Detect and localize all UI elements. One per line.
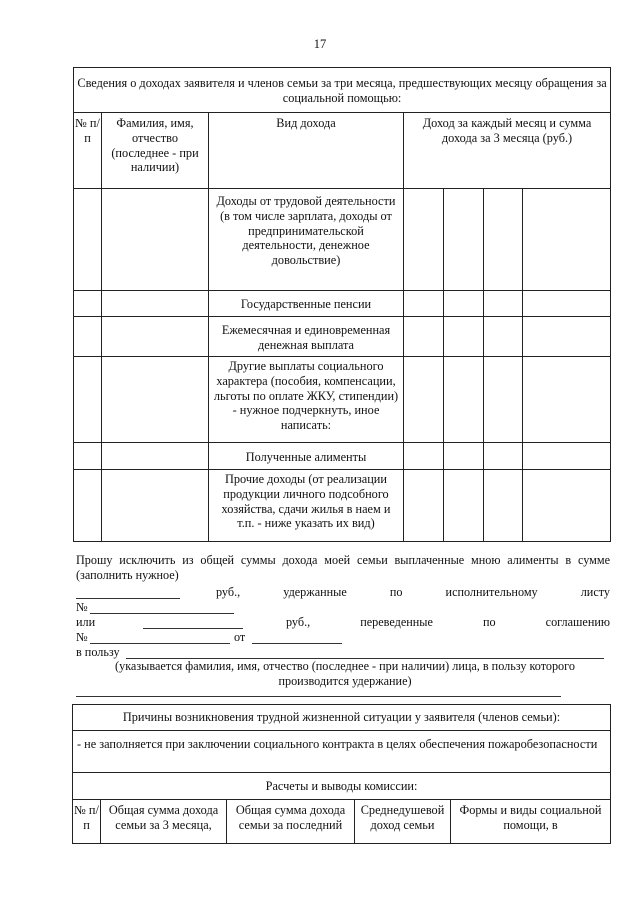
cell-number[interactable] (74, 317, 102, 357)
cell-name[interactable] (102, 470, 209, 542)
cell-month-1[interactable] (404, 443, 444, 470)
reasons-text[interactable]: - не заполняется при заключении социального контракта в целях обеспечения пожаробезопасности (73, 731, 611, 773)
col-header-number: № п/п (74, 113, 102, 189)
cell-number[interactable] (74, 357, 102, 443)
number-label: № (76, 630, 88, 644)
cell-name[interactable] (102, 443, 209, 470)
col-header-number: № п/п (73, 800, 101, 844)
cell-month-3[interactable] (484, 357, 523, 443)
cell-month-2[interactable] (444, 291, 484, 317)
cell-month-2[interactable] (444, 470, 484, 542)
col-header-monthly-income: Доход за каждый месяц и сумма дохода за 3 месяца (руб.) (404, 113, 611, 189)
cell-name[interactable] (102, 357, 209, 443)
calc-title: Расчеты и выводы комиссии: (73, 773, 611, 800)
alimony-note: (указывается фамилия, имя, отчество (последнее - при наличии) лица, в пользу которого производится удержание) (115, 659, 575, 688)
reasons-title: Причины возникновения трудной жизненной ситуации у заявителя (членов семьи): (73, 705, 611, 731)
cell-month-1[interactable] (404, 291, 444, 317)
income-type-label: Прочие доходы (от реализации продукции личного подсобного хозяйства, сдачи жилья в наем и т.п. - ниже указать их вид) (209, 470, 404, 542)
income-type-label: Ежемесячная и единовременная денежная выплата (209, 317, 404, 357)
from-label: от (234, 630, 246, 644)
col-header-assistance-forms: Формы и виды социальной помощи, в (451, 800, 611, 844)
number-label: № (76, 600, 88, 614)
income-type-label: Полученные алименты (209, 443, 404, 470)
income-type-label: Государственные пенсии (209, 291, 404, 317)
cell-name[interactable] (102, 291, 209, 317)
cell-month-2[interactable] (444, 189, 484, 291)
income-type-label: Другие выплаты социального характера (пособия, компенсации, льготы по оплате ЖКУ, стипендии) - нужное подчеркнуть, иное написать: (209, 357, 404, 443)
cell-month-2[interactable] (444, 317, 484, 357)
income-table (73, 67, 611, 542)
col-header-total-3-months: Общая сумма дохода семьи за 3 месяца, (101, 800, 227, 844)
or-label: или (76, 615, 96, 629)
cell-total[interactable] (523, 470, 611, 542)
agreement-number-field[interactable] (90, 643, 230, 644)
cell-number[interactable] (74, 189, 102, 291)
in-favor-label: в пользу (76, 645, 120, 659)
writ-number-field[interactable] (90, 613, 234, 614)
holder-field[interactable] (76, 696, 561, 697)
cell-month-3[interactable] (484, 470, 523, 542)
cell-month-3[interactable] (484, 443, 523, 470)
cell-month-3[interactable] (484, 317, 523, 357)
cell-total[interactable] (523, 317, 611, 357)
income-type-label: Доходы от трудовой деятельности (в том числе зарплата, доходы от предпринимательской деятельности, денежное довольствие) (209, 189, 404, 291)
alimony-intro: Прошу исключить из общей суммы дохода моей семьи выплаченные мною алименты в сумме (заполнить нужное) (76, 553, 610, 582)
amount-field[interactable] (76, 598, 180, 599)
cell-month-3[interactable] (484, 189, 523, 291)
cell-month-1[interactable] (404, 357, 444, 443)
cell-total[interactable] (523, 443, 611, 470)
alimony-line-1: руб., удержанные по исполнительному листу (216, 585, 610, 599)
col-header-per-capita: Среднедушевой доход семьи (355, 800, 451, 844)
cell-total[interactable] (523, 291, 611, 317)
income-table-title: Сведения о доходах заявителя и членов семьи за три месяца, предшествующих месяцу обращения за социальной помощью: (74, 68, 611, 113)
col-header-total-last: Общая сумма дохода семьи за последний (227, 800, 355, 844)
cell-month-1[interactable] (404, 470, 444, 542)
page-number: 17 (313, 37, 327, 51)
cell-number[interactable] (74, 443, 102, 470)
commission-table (72, 704, 611, 844)
cell-month-1[interactable] (404, 189, 444, 291)
alimony-line-3: руб., переведенные по соглашению (286, 615, 610, 629)
amount-field-2[interactable] (143, 628, 243, 629)
cell-number[interactable] (74, 291, 102, 317)
cell-month-2[interactable] (444, 357, 484, 443)
cell-month-2[interactable] (444, 443, 484, 470)
col-header-name: Фамилия, имя, отчество (последнее - при наличии) (102, 113, 209, 189)
cell-name[interactable] (102, 189, 209, 291)
col-header-income-type: Вид дохода (209, 113, 404, 189)
cell-total[interactable] (523, 189, 611, 291)
cell-number[interactable] (74, 470, 102, 542)
cell-name[interactable] (102, 317, 209, 357)
cell-total[interactable] (523, 357, 611, 443)
cell-month-1[interactable] (404, 317, 444, 357)
cell-month-3[interactable] (484, 291, 523, 317)
agreement-date-field[interactable] (252, 643, 342, 644)
